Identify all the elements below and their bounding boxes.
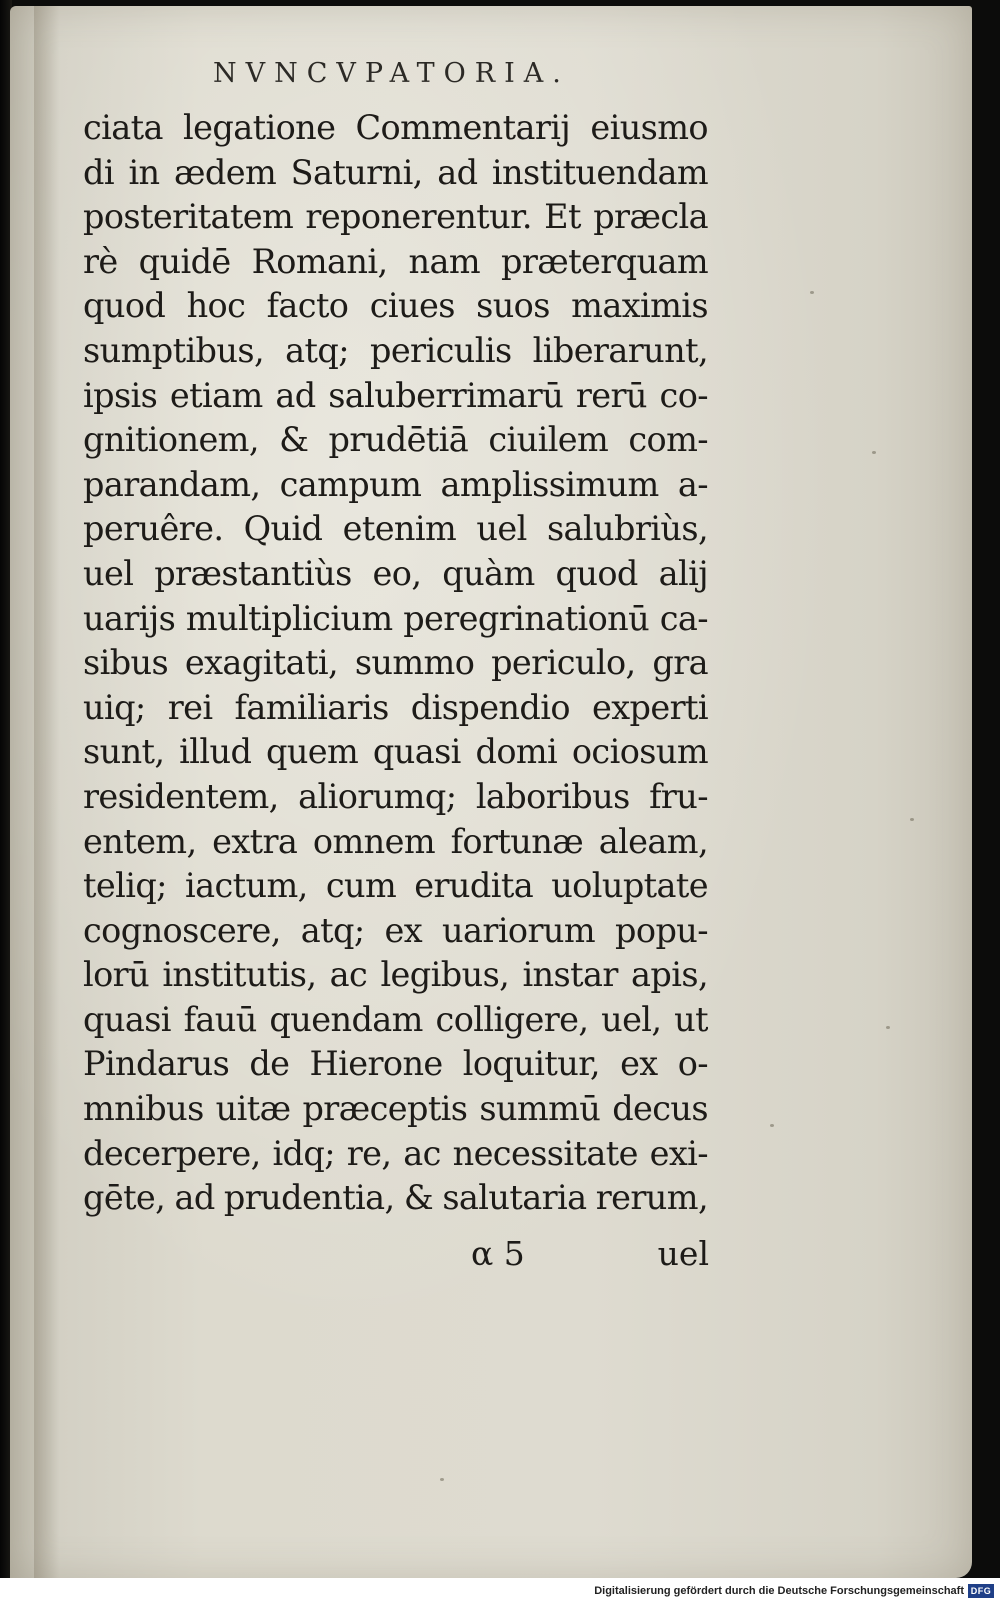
text-line: sumptibus, atq; periculis liberarunt, [83,330,708,370]
text-line: sibus exagitati, summo periculo, gra [83,643,708,683]
book-page [10,6,972,1578]
paper-speck [810,291,814,294]
text-line: decerpere, idq; re, ac necessitate exi- [83,1133,708,1173]
footer-bar [0,1578,1000,1606]
text-line: posteritatem reponerentur. Et præcla [83,197,708,237]
text-line: ipsis etiam ad saluberrimarū rerū co- [83,375,708,415]
paper-speck [886,1026,890,1029]
text-line: peruêre. Quid etenim uel salubriùs, [83,509,708,549]
text-line: uel præstantiùs eo, quàm quod alij [83,553,708,593]
running-head: NVNCVPATORIA. [213,58,570,89]
paper-speck [770,1124,774,1127]
paper-speck [910,818,914,821]
catchword: uel [657,1234,709,1273]
text-line: quod hoc facto ciues suos maximis [83,286,708,326]
text-line: residentem, aliorumq; laboribus fru- [83,776,708,816]
text-block [83,106,708,1221]
text-line: cognoscere, atq; ex uariorum popu- [83,910,708,950]
paper-speck [872,451,876,454]
text-line: ciata legatione Commentarij eiusmo [83,108,708,147]
text-line: gnitionem, & prudētiā ciuilem com- [83,420,708,460]
text-line: uiq; rei familiaris dispendio experti [83,687,708,727]
paper-speck [440,1478,444,1481]
text-line: gēte, ad prudentia, & salutaria rerum, [83,1178,708,1218]
text-line: Pindarus de Hierone loquitur, ex o- [83,1044,708,1084]
text-line: entem, extra omnem fortunæ aleam, [83,821,708,861]
text-line: sunt, illud quem quasi domi ociosum [83,732,708,772]
dfg-logo: DFG [968,1584,994,1598]
footer-credit: Digitalisierung gefördert durch die Deutsche Forschungsgemeinschaft [594,1585,964,1597]
page-foot [465,1234,715,1278]
text-line: mnibus uitæ præceptis summū decus [83,1089,708,1129]
signature-mark: α 5 [471,1234,525,1273]
page-fold-shadow [34,6,60,1578]
text-line: parandam, campum amplissimum a- [83,464,708,504]
text-line: quasi fauū quendam colligere, uel, ut [83,999,708,1039]
text-line: teliq; iactum, cum erudita uoluptate [83,866,708,906]
text-line: rè quidē Romani, nam præterquam [83,241,708,281]
text-line: uarijs multiplicium peregrinationū ca- [83,598,708,638]
text-line: di in ædem Saturni, ad instituendam [83,152,708,192]
text-line: lorū institutis, ac legibus, instar apis, [83,955,708,995]
